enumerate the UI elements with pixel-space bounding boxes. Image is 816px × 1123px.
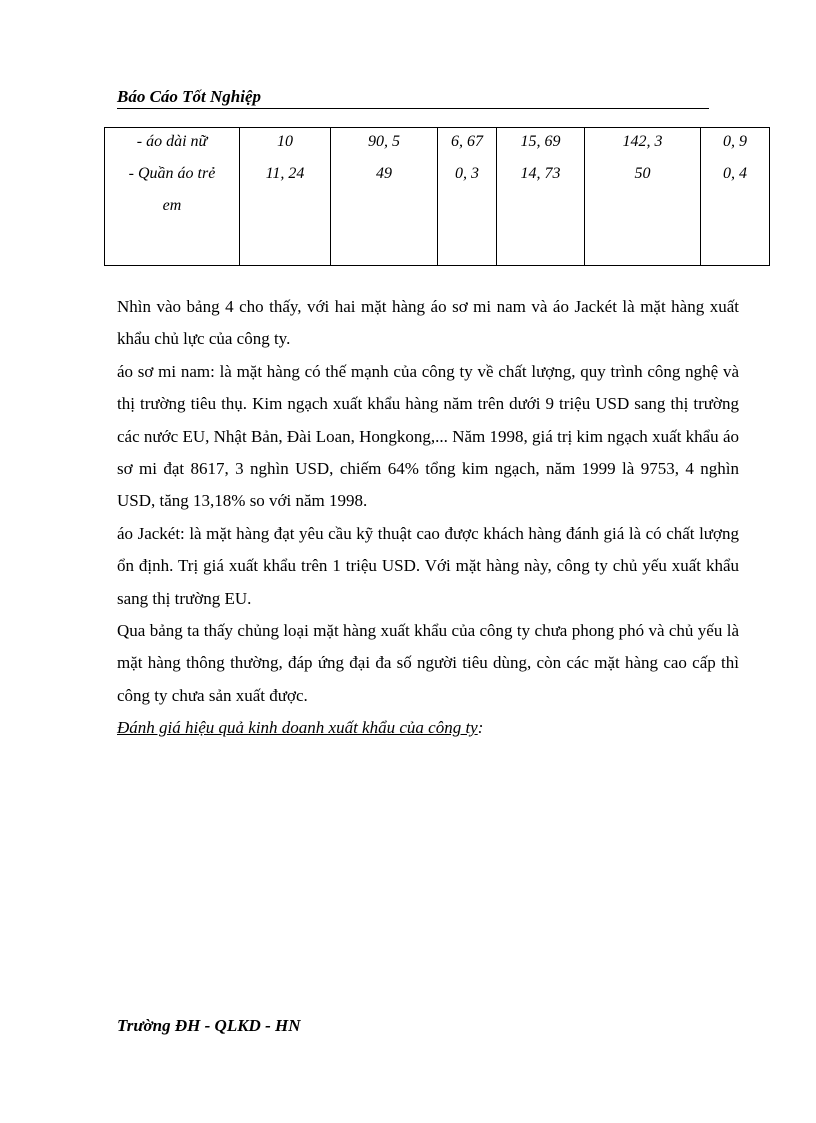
export-table: [104, 127, 770, 266]
table-cell-text: 6, 67: [451, 133, 483, 150]
paragraph: Qua bảng ta thấy chủng loại mặt hàng xuất khẩu của công ty chưa phong phó và chủ yếu là mặt hàng thông thường, đáp ứng đại đa số người tiêu dùng, còn các mặt hàng cao cấp thì công ty chưa sản xuất được.: [117, 621, 739, 705]
table-cell-text: 0, 3: [455, 165, 479, 182]
table-cell-text: 11, 24: [265, 165, 305, 182]
section-subheading: [117, 712, 739, 744]
table-cell-text: - áo dài nữ: [136, 133, 208, 150]
paragraph: áo Jackét: là mặt hàng đạt yêu cầu kỹ thuật cao được khách hàng đánh giá là có chất lượng ổn định. Trị giá xuất khẩu trên 1 triệu USD. Với mặt hàng này, công ty chủ yếu xuất khẩu sang thị trường EU.: [117, 523, 739, 608]
table-cell: [331, 128, 438, 266]
paragraph: Nhìn vào bảng 4 cho thấy, với hai mặt hàng áo sơ mi nam và áo Jackét là mặt hàng xuất khẩu chủ lực của công ty.: [117, 297, 739, 349]
table-cell-text: 50: [634, 165, 651, 182]
table-cell-text: 49: [376, 165, 392, 182]
table-cell: [701, 128, 770, 266]
table-cell-text: 14, 73: [520, 165, 561, 182]
subheading-suffix: :: [477, 718, 484, 738]
table-cell: [240, 128, 331, 266]
table-cell-label: [105, 128, 240, 266]
table-cell-text: 142, 3: [622, 133, 663, 150]
table-cell-text: 0, 9: [723, 133, 747, 150]
subheading-text: Đánh giá hiệu quả kinh doanh xuất khẩu của công ty: [117, 718, 478, 738]
page-footer: Trường ĐH - QLKD - HN: [117, 1016, 301, 1035]
table-row: [105, 128, 770, 266]
table-cell: [497, 128, 585, 266]
table-cell-text: - Quần áo trẻ: [128, 165, 216, 182]
page-header-title: Báo Cáo Tốt Nghiệp: [117, 86, 709, 109]
paragraph: áo sơ mi nam: là mặt hàng có thế mạnh của công ty về chất lượng, quy trình công nghệ và thị trường tiêu thụ. Kim ngạch xuất khẩu hàng năm trên dưới 9 triệu USD sang thị trường các nước EU, Nhật Bản, Đài Loan, Hongkong,... Năm 1998, giá trị kim ngạch xuất khẩu áo sơ mi đạt 8617, 3 nghìn USD, chiếm 64% tổng kim ngạch, năm 1999 là 9753, 4 nghìn USD, tăng 13,18% so với năm 1998.: [117, 361, 739, 511]
table-cell-text: 10: [277, 133, 293, 150]
table-cell: [585, 128, 701, 266]
table-cell-text: em: [162, 197, 182, 214]
table-cell-text: 90, 5: [368, 133, 400, 150]
body-text: [117, 291, 739, 745]
table-cell-text: 0, 4: [723, 165, 747, 182]
table-cell-text: 15, 69: [520, 133, 561, 150]
table-cell: [438, 128, 497, 266]
